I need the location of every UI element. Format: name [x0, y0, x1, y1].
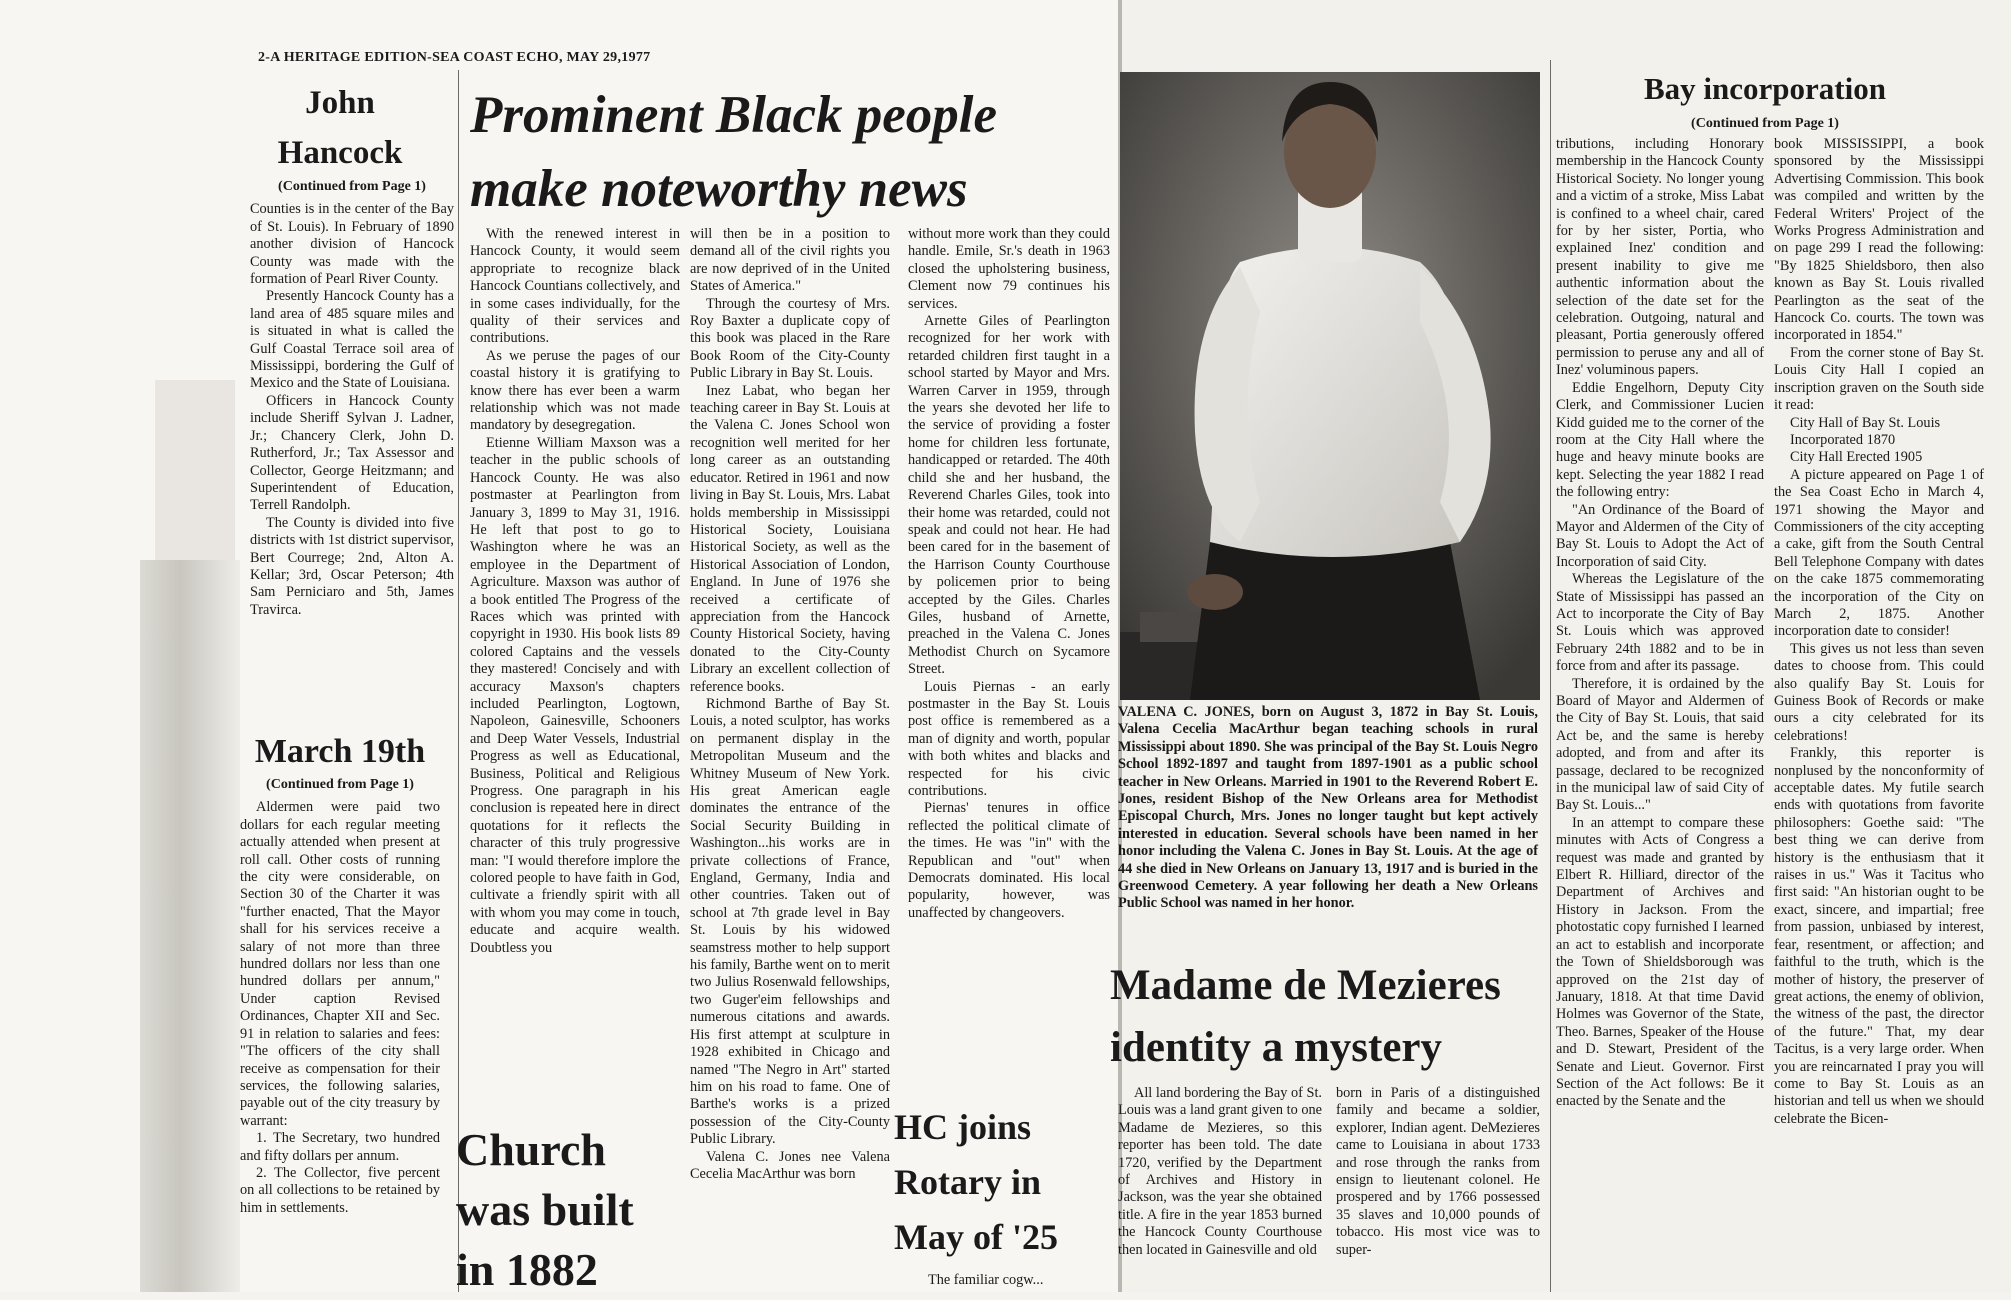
paragraph: Richmond Barthe of Bay St. Louis, a noted sculptor, has works on permanent display in the Metropolitan Museum and the Whitney Museum of New York. His great American eagle dominates the entrance of the Social Security Building in Washington...his works are in private collections of France, England, Germany, India and other countries. Taken out of school at 7th grade level in Bay St. Louis by his widowed seamstress mother to help support his family, Barthe went on to merit two Julius Rosenwald fellowships, two Guger'eim fellowships and numerous citations and awards. His first attempt at sculpture in 1928 exhibited in Chicago and named "The Negro in Art" started him on his road to fame. One of Barthe's works is a prized possession of the City-County Public Library.	[690, 695, 890, 1148]
paragraph: This gives us not less than seven dates to choose from. This could also qualify Bay St. Louis for Guiness Book of Records or make ours a city celebrated for its celebrations!	[1774, 640, 1984, 744]
paragraph: Arnette Giles of Pearlington recognized for her work with retarded children first taught in a school started by Mayor and Mrs. Warren Carver in 1959, through the years she devoted her life to the service of providing a foster home for children less fortunate, handicapped or retarded. The 40th child she and her husband, the Reverend Charles Giles, took into their home was retarded, could not speak and could not hear. He had been cared for in the basement of the Harrison County Courthouse by policemen prior to being accepted by the Giles. Charles Giles, husband of Arnette, preached in the Valena C. Jones Methodist Church on Sycamore Street.	[908, 313, 1110, 678]
page-smudge	[155, 380, 235, 580]
paragraph: Valena C. Jones nee Valena Cecelia MacArthur was born	[690, 1148, 890, 1182]
paragraph: Therefore, it is ordained by the Board of Mayor and Aldermen of the City of Bay St. Louis, that said Act be, and the same is hereby adopted, and from and after its passage, declared to be recognized in the municipal law of said City of Bay St. Louis..."	[1556, 675, 1764, 814]
continued-label: (Continued from Page 1)	[266, 777, 414, 792]
paragraph: Aldermen were paid two dollars for each regular meeting actually attended when present at roll call. Other costs of running the city were considerable, on Section 30 of the Charter it was "further enacted, That the Mayor shall for his services receive a salary of not more than three hundred dollars nor less than one hundred dollars per annum," Under caption Revised Ordinances, Chapter XII and Sec. 91 in relation to salaries and fees: "The officers of the city shall receive as compensation for their services, the following salaries, payable out of the city treasury by warrant:	[240, 799, 440, 1129]
paragraph: Eddie Engelhorn, Deputy City Clerk, and Commissioner Lucien Kidd guided me to the corner of the room at the City Hall where the huge and heavy minute books are kept. Selecting the year 1882 I read the following entry:	[1556, 379, 1764, 501]
paragraph: From the corner stone of Bay St. Louis City Hall I copied an inscription graven on the South side it read:	[1774, 344, 1984, 414]
paragraph: "An Ordinance of the Board of Mayor and Aldermen of the City of Bay St. Louis to Adopt the Act of Incorporation of said City.	[1556, 501, 1764, 570]
paragraph: The familiar cogw...	[928, 1272, 1044, 1288]
paragraph: Louis Piernas - an early postmaster in the Bay St. Louis post office is remembered as a man of dignity and worth, popular with both whites and blacks and respected for his civic contributions.	[908, 678, 1110, 799]
paragraph: Etienne William Maxson was a teacher in the public schools of Hancock County. He was also postmaster at Pearlington from January 3, 1899 to May 31, 1916. He left that post to go to Washington where he was an employee in the Department of Agriculture. Maxson was author of a book entitled The Progress of the Races which was printed with copyright in 1930. His book lists 89 colored Captains and the vessels they mastered! Concisely and with accuracy Maxson's chapters included Pearlington, Logtown, Napoleon, Gainesville, Schooners and Deep Water Vessels, Industrial Progress as well as Educational, Business, Political and Religious Progress. One paragraph in his conclusion is repeated here in direct quotations for it reflects the character of this truly progressive man: "I would therefore implore the colored people to have faith in God, cultivate a friendly spirit with all with whom you may come in touch, educate and acquire wealth. Doubtless you	[470, 434, 680, 956]
paragraph: Whereas the Legislature of the State of Mississippi has passed an Act to incorporate the City of Bay St. Louis which was approved February 24th 1882 and to be in force from and after its passage.	[1556, 571, 1764, 675]
paragraph: City Hall Erected 1905	[1790, 449, 1923, 466]
paragraph: Inez Labat, who began her teaching career in Bay St. Louis at the Valena C. Jones School won recognition well merited for her long career as an outstanding educator. Retired in 1961 and now living in Bay St. Louis, Mrs. Labat holds membership in Mississippi Historical Society, Louisiana Historical Society, as well as the Historical Association of London, England. In June of 1976 she received a certificate of appreciation from the Hancock County Historical Society, having donated to the City-County Library an excellent collection of reference books.	[690, 382, 890, 695]
paragraph: will then be in a position to demand all of the civil rights you are now deprived of in the United States of America."	[690, 226, 890, 295]
column-rule	[1550, 60, 1551, 1292]
madame-col-1	[1118, 1085, 1322, 1259]
column-rule	[458, 70, 459, 1292]
paragraph: born in Paris of a distinguished family and became a soldier, explorer, Indian agent. DeMezieres came to Louisiana in about 1733 and rose through the ranks from ensign to lieutenant colonel. He prospered and by 1766 possessed 35 slaves and 10,000 pounds of tobacco. His most vice was to super-	[1336, 1085, 1540, 1258]
paragraph: A picture appeared on Page 1 of the Sea Coast Echo in March 4, 1971 showing the Mayor and Commissioners of the city accepting a cake, gift from the South Central Bell Telephone Company with dates on the cake 1875 commemorating the incorporation of the City on March 2, 1875. Another incorporation date to consider!	[1774, 466, 1984, 640]
masthead: 2-A HERITAGE EDITION-SEA COAST ECHO, MAY 29,1977	[258, 50, 651, 65]
paragraph: book MISSISSIPPI, a book sponsored by the Mississippi Advertising Commission. This book was compiled and written by the Federal Writers' Project of the Works Progress Administration and on page 299 I read the following: "By 1825 Shieldsboro, then also known as Bay St. Louis rivalled Pearlington as the seat of the Hancock Co. courts. The town was incorporated in 1854."	[1774, 136, 1984, 344]
paragraph: without more work than they could handle. Emile, Sr.'s death in 1963 closed the upholstering business, Clement now 79 continues his services.	[908, 226, 1110, 312]
hc-rotary-article	[912, 1272, 1102, 1289]
bay-col-1	[1556, 136, 1764, 1111]
madame-col-2	[1336, 1085, 1540, 1259]
paragraph: 1. The Secretary, two hundred and fifty dollars per annum.	[240, 1130, 440, 1164]
paragraph: Presently Hancock County has a land area of 485 square miles and is situated in what is called the Gulf Coastal Terrace soil area of Mississippi, bordering the Gulf of Mexico and the State of Louisiana.	[250, 288, 454, 392]
paragraph: tributions, including Honorary membership in the Hancock County Historical Society. No longer young and a victim of a stroke, Miss Labat is confined to a wheel chair, cared for by her sister, Portia, who explained Inez' condition and present inability to give me authentic information about the selection of the date set for the celebration. Outgoing, natural and pleasant, Portia generously offered permission to peruse any and all of Inez' voluminous papers.	[1556, 136, 1764, 379]
paragraph: Incorporated 1870	[1790, 431, 1896, 448]
photo-caption: VALENA C. JONES, born on August 3, 1872 in Bay St. Louis, Valena Cecelia MacArthur began teaching schools in rural Mississippi about 1890. She was principal of the Bay St. Louis Negro School 1892-1897 and taught from 1897-1901 as a public school teacher in New Orleans. Married in 1901 to the Reverend Robert E. Jones, resident Bishop of the New Orleans area for Methodist Episcopal Church, Mrs. Jones no longer taught but kept actively interested in education. Several schools have been named in her honor including the Valena C. Jones in Bay St. Louis. At the age of 44 she died in New Orleans on January 13, 1917 and is buried in the Greenwood Cemetery. A year following her death a New Orleans Public School was named in her honor.	[1118, 704, 1538, 912]
church-headline: Church was built in 1882	[456, 1124, 634, 1295]
binding-shadow	[140, 560, 240, 1292]
continued-label: (Continued from Page 1)	[1691, 116, 1839, 131]
paragraph: Piernas' tenures in office reflected the political climate of the times. He was "in" with the Republican and "out" when Democrats dominated. His local popularity, however, was unaffected by changeovers.	[908, 800, 1110, 921]
hc-rotary-headline: HC joins Rotary in May of '25	[894, 1107, 1058, 1257]
paragraph: Frankly, this reporter is nonplused by the nonconformity of acceptable dates. My futile search ends with quotations from favorite philosophers: Goethe said: "The best thing we can derive from history is the enthusiasm that it raises in us." Was it Tacitus who first said: "An historian ought to be exact, sincere, and impartial; free from passion, unbiased by interest, fear, resentment, or affection; and faithful to the truth, which is the mother of history, the preserver of great actions, the enemy of oblivion, the witness of the past, the director of the future." That, my dear Tacitus, is a very large order. When you are reincarnated I pray you will come to Bay St. Louis as an historian and tell us when we should celebrate the Bicen-	[1774, 745, 1984, 1127]
paragraph: All land bordering the Bay of St. Louis was a land grant given to one Madame de Mezieres, so this reporter has been told. The date 1720, verified by the Department of Archives and History in Jackson, was the year she obtained title. A fire in the year 1853 burned the Hancock County Courthouse then located in Gainesville and old	[1118, 1085, 1322, 1258]
prominent-col-1	[470, 226, 680, 957]
madame-headline: Madame de Mezieres identity a mystery	[1110, 962, 1501, 1071]
paragraph: As we peruse the pages of our coastal history it is gratifying to know there has ever been a warm relationship which was not made mandatory by desegregation.	[470, 347, 680, 434]
valena-jones-photo	[1120, 72, 1540, 700]
continued-label: (Continued from Page 1)	[278, 179, 426, 194]
paragraph: 2. The Collector, five percent on all collections to be retained by him in settlements.	[240, 1164, 440, 1216]
bay-col-2	[1774, 136, 1984, 1128]
paragraph: With the renewed interest in Hancock County, it would seem appropriate to recognize black Hancock Countians collectively, and in some cases individually, for the quality of their services and contributions.	[470, 226, 680, 347]
paragraph: In an attempt to compare these minutes with Acts of Congress a request was made and granted by Elbert R. Hilliard, director of the Department of Archives and History in Jackson. From the photostatic copy furnished I learned an act to establish and incorporate the Town of Shieldsborough was approved on the 21st day of January, 1818. At that time David Holmes was Governor of the State, Theo. Barnes, Speaker of the House and D. Stewart, President of the Senate and Lieut. Governor. First Section of the Act follows: Be it enacted by the Senate and the	[1556, 814, 1764, 1110]
paragraph: City Hall of Bay St. Louis	[1790, 414, 1941, 431]
paragraph: Counties is in the center of the Bay of St. Louis). In February of 1890 another division of Hancock County was made with the formation of Pearl River County.	[250, 201, 454, 288]
john-hancock-article	[250, 174, 454, 619]
paragraph: Through the courtesy of Mrs. Roy Baxter a duplicate copy of this book was placed in the Rare Book Room of the City-County Public Library in Bay St. Louis.	[690, 295, 890, 382]
prominent-col-3	[908, 226, 1110, 922]
march-19th-article	[240, 772, 440, 1217]
march-19th-headline: March 19th	[254, 733, 426, 770]
paragraph: The County is divided into five districts with 1st district supervisor, Bert Courrege; 2nd, Alton A. Kellar; 3rd, Oscar Peterson; 4th Sam Perniciaro and 5th, James Travirca.	[250, 514, 454, 618]
john-hancock-headline: John Hancock	[277, 85, 403, 171]
prominent-col-2	[690, 226, 890, 1183]
bay-incorporation-headline: Bay incorporation	[1644, 71, 1886, 106]
paragraph: Officers in Hancock County include Sheriff Sylvan J. Ladner, Jr.; Chancery Clerk, John D. Rutherford, Jr.; Tax Assessor and Collector, George Heitzmann; and Superintendent of Education, Terrell Randolph.	[250, 392, 454, 514]
prominent-headline: Prominent Black people make noteworthy news	[470, 86, 998, 218]
